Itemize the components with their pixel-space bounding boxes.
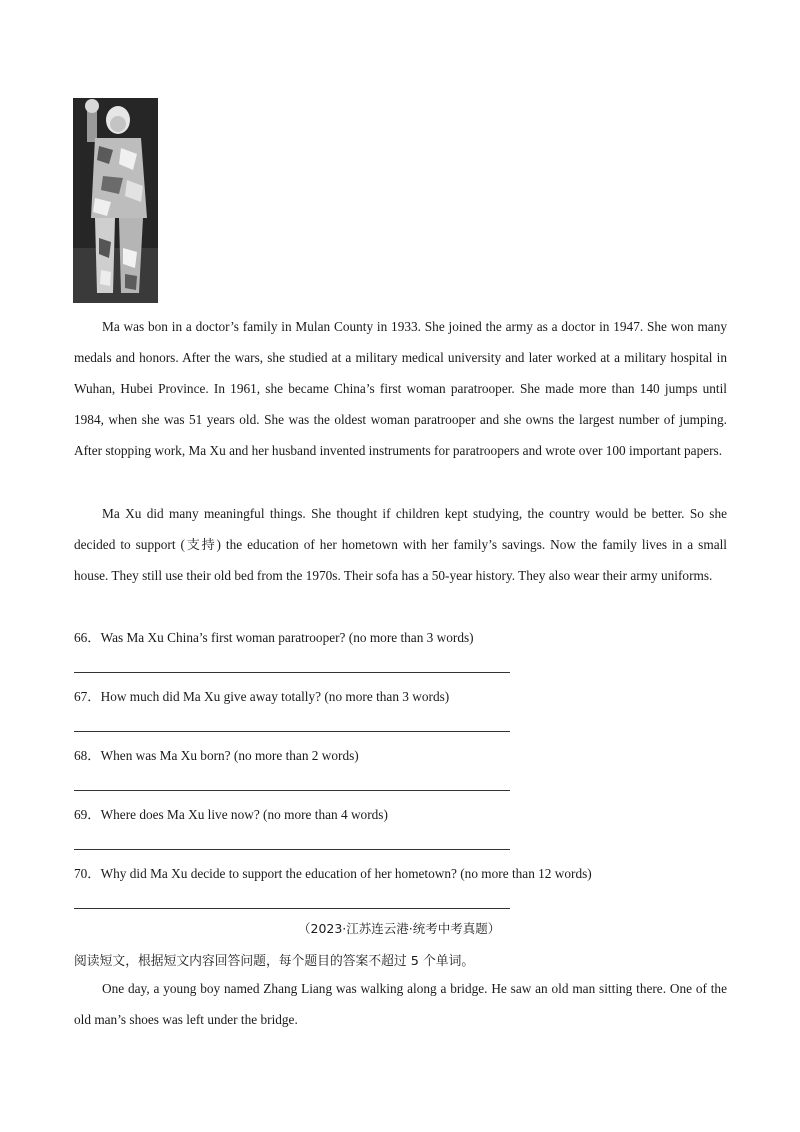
portrait-photo bbox=[73, 98, 158, 303]
section-instruction: 阅读短文，根据短文内容回答问题，每个题目的答案不超过 5 个单词。 bbox=[74, 954, 475, 969]
passage-paragraph-3: One day, a young boy named Zhang Liang was walking along a bridge. He saw an old man sitting there. One of the old man’s shoes was left under the bridge. bbox=[74, 981, 727, 1027]
passage-paragraph-2: Ma Xu did many meaningful things. She thought if children kept studying, the country would be better. So she decided to support (支持) the education of her hometown with her family’s savings. Now the family lives in a small house. They still use their old bed from the 1970s. Their sofa has a 50-year history. They also wear their army uniforms. bbox=[74, 506, 727, 583]
question-68: 68．When was Ma Xu born? (no more than 2 words) bbox=[74, 748, 359, 763]
question-69: 69．Where does Ma Xu live now? (no more than 4 words) bbox=[74, 807, 388, 822]
answer-line-68[interactable] bbox=[74, 790, 510, 791]
question-70: 70．Why did Ma Xu decide to support the education of her hometown? (no more than 12 words) bbox=[74, 866, 592, 881]
answer-line-69[interactable] bbox=[74, 849, 510, 850]
question-67: 67．How much did Ma Xu give away totally? (no more than 3 words) bbox=[74, 689, 450, 704]
passage-paragraph-1: Ma was bon in a doctor’s family in Mulan County in 1933. She joined the army as a doctor in 1947. She won many medals and honors. After the wars, she studied at a military medical university and later worked at a military hospital in Wuhan, Hubei Province. In 1961, she became China’s first woman paratrooper. She made more than 140 jumps until 1984, when she was 51 years old. She was the oldest woman paratrooper and she owns the largest number of jumping. After stopping work, Ma Xu and her husband invented instruments for paratroopers and wrote over 100 important papers. bbox=[74, 319, 727, 458]
answer-line-66[interactable] bbox=[74, 672, 510, 673]
answer-line-67[interactable] bbox=[74, 731, 510, 732]
question-66: 66．Was Ma Xu China’s first woman paratrooper? (no more than 3 words) bbox=[74, 630, 474, 645]
answer-line-70[interactable] bbox=[74, 908, 510, 909]
exam-source-label: （2023·江苏连云港·统考中考真题） bbox=[298, 921, 501, 936]
paratrooper-figure-icon bbox=[73, 98, 158, 303]
